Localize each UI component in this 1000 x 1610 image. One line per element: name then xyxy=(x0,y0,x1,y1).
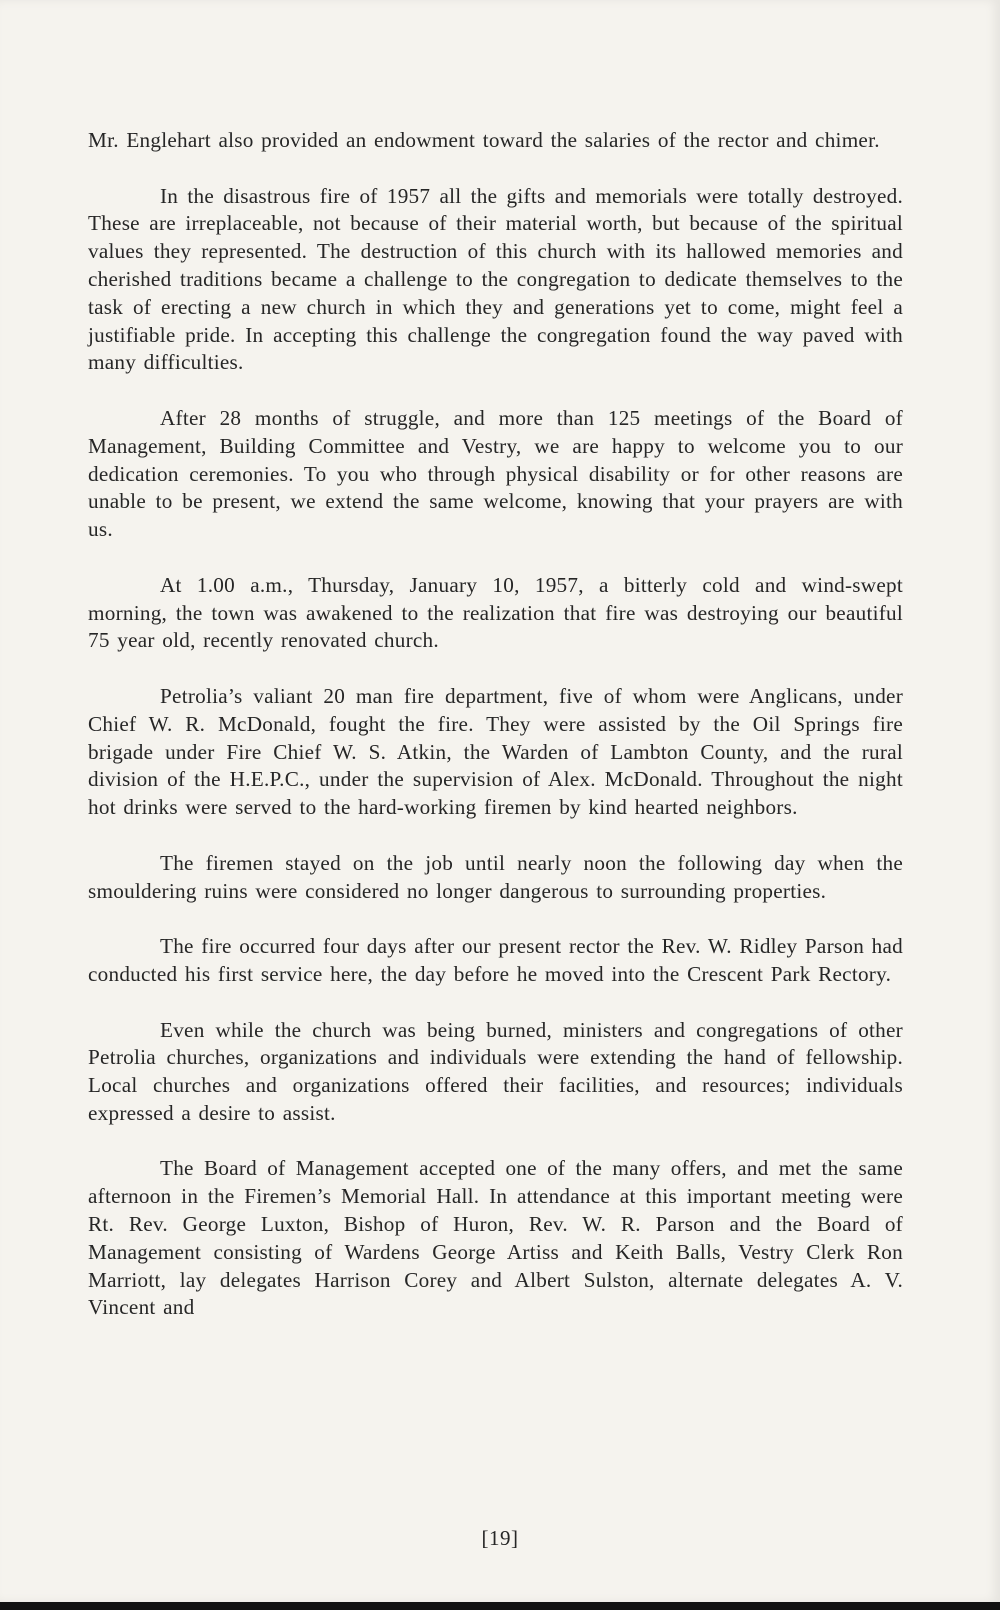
paragraph-fire-1957: In the disastrous fire of 1957 all the gifts and memorials were totally destroyed. These are irreplaceable, not because of their material worth, but because of the spiritual values they represented. The destruction of this church with its hallowed memories and cherished traditions became a challenge to the congregation to dedicate themselves to the task of erecting a new church in which they and generations yet to come, might feel a justifiable pride. In accepting this challenge the congregation found the way paved with many difficulties. xyxy=(88,183,903,375)
paragraph-board-meeting: The Board of Management accepted one of the many offers, and met the same afternoon in the Firemen’s Memorial Hall. In attendance at this important meeting were Rt. Rev. George Luxton, Bishop of Huron, Rev. W. R. Parson and the Board of Management consisting of Wardens George Artiss and Keith Balls, Vestry Clerk Ron Marriott, lay delegates Harrison Corey and Albert Sulston, alternate delegates A. V. Vincent and xyxy=(88,1156,903,1320)
paragraph-firemen-stayed: The firemen stayed on the job until nearly noon the following day when the smouldering ruins were considered no longer dangerous to surrounding properties. xyxy=(88,850,903,903)
scan-bottom-edge xyxy=(0,1602,1000,1610)
paragraph-fire-department: Petrolia’s valiant 20 man fire department, five of whom were Anglicans, under Chief W. R. McDonald, fought the fire. They were assisted by the Oil Springs fire brigade under Fire Chief W. S. Atkin, the Warden of Lambton County, and the rural division of the H.E.P.C., under the supervision of Alex. McDonald. Throughout the night hot drinks were served to the hard-working firemen by kind hearted neighbors. xyxy=(88,683,903,820)
paragraph-fellowship: Even while the church was being burned, ministers and congregations of other Petrolia churches, organizations and individuals were extending the hand of fellowship. Local churches and organizations offered their facilities, and resources; individuals expressed a desire to assist. xyxy=(88,1017,903,1125)
paragraph-endowment: Mr. Englehart also provided an endowment toward the salaries of the rector and chimer. xyxy=(88,128,880,152)
page-number: [19] xyxy=(481,1526,519,1550)
paragraph-new-rector: The fire occurred four days after our present rector the Rev. W. Ridley Parson had conducted his first service here, the day before he moved into the Crescent Park Rectory. xyxy=(88,934,903,986)
paragraph-dedication-welcome: After 28 months of struggle, and more than 125 meetings of the Board of Management, Building Committee and Vestry, we are happy to welcome you to our dedication ceremonies. To you who through physical disability or for other reasons are unable to be present, we extend the same welcome, knowing that your prayers are with us. xyxy=(88,405,903,542)
paragraph-fire-morning: At 1.00 a.m., Thursday, January 10, 1957, a bitterly cold and wind-swept morning, the town was awakened to the realization that fire was destroying our beautiful 75 year old, recently renovated church. xyxy=(88,572,903,653)
body-text xyxy=(88,127,903,1350)
